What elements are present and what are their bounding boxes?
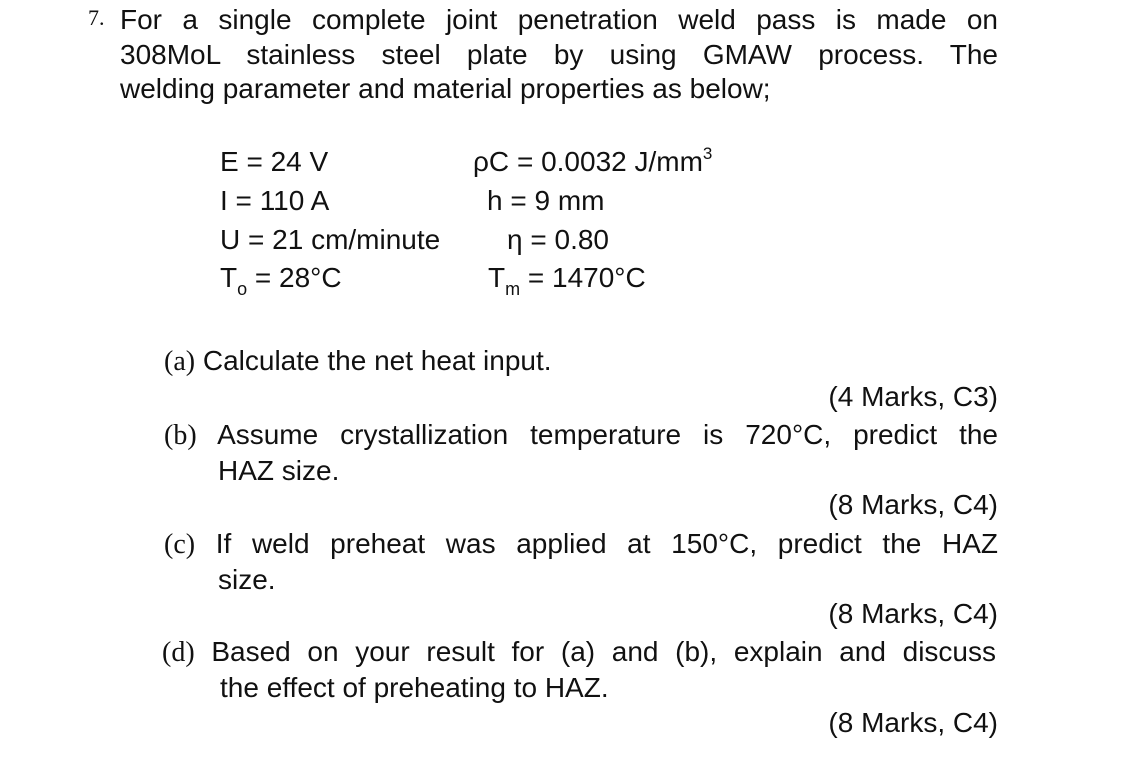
part-a-marks: (4 Marks, C3) (828, 381, 998, 412)
param-subscript: m (505, 279, 521, 299)
part-label: (c) (164, 529, 196, 560)
param-travel-speed (220, 224, 440, 256)
part-first-line (164, 527, 998, 563)
part-d (162, 635, 996, 705)
param-value: = 1470°C (527, 262, 646, 293)
question-intro (120, 3, 998, 107)
param-value: = 110 A (227, 185, 330, 216)
part-first-line (164, 418, 998, 454)
param-volumetric-heat-capacity (473, 146, 712, 178)
param-symbol: T (488, 262, 506, 293)
part-text: HAZ size. (218, 454, 340, 486)
param-value: = 24 V (246, 146, 329, 177)
part-text: Assume crystallization temperature is 720°C, predict the (217, 419, 998, 450)
part-label: (a) (164, 346, 196, 377)
part-a (164, 344, 998, 380)
param-symbol: I (220, 185, 228, 216)
part-b-marks: (8 Marks, C4) (828, 489, 998, 520)
param-symbol: η (507, 224, 523, 255)
param-symbol: E (220, 146, 239, 177)
part-text: the effect of preheating to HAZ. (220, 671, 609, 703)
part-label: (b) (164, 420, 197, 451)
param-efficiency (507, 224, 609, 256)
param-superscript: 3 (702, 144, 713, 163)
part-text: Based on your result for (a) and (b), explain and discuss (211, 636, 997, 667)
part-text: If weld preheat was applied at 150°C, predict the HAZ (215, 528, 999, 559)
param-initial-temperature (220, 262, 342, 299)
param-value: = 21 cm/minute (248, 224, 441, 255)
intro-line: For a single complete joint penetration weld pass is made on (120, 4, 998, 35)
part-c-marks: (8 Marks, C4) (828, 598, 998, 629)
param-value: = 0.0032 J/mm (516, 146, 703, 177)
param-symbol: T (220, 262, 238, 293)
param-symbol: ρC (473, 146, 510, 177)
param-current (220, 185, 329, 217)
param-melting-temperature (488, 262, 646, 299)
question-number: 7. (88, 5, 105, 30)
part-b (164, 418, 998, 488)
intro-line: 308MoL stainless steel plate by using GMAW process. The (120, 38, 998, 70)
param-value: = 28°C (254, 262, 342, 293)
intro-line: welding parameter and material properties as below; (120, 73, 771, 104)
part-label: (d) (162, 637, 195, 668)
part-text: size. (218, 563, 276, 595)
param-value: = 0.80 (530, 224, 609, 255)
part-d-marks: (8 Marks, C4) (828, 707, 998, 738)
param-voltage (220, 146, 328, 178)
param-subscript: o (237, 279, 248, 299)
part-text: Calculate the net heat input. (202, 345, 552, 376)
param-value: = 9 mm (510, 185, 605, 216)
param-symbol: U (220, 224, 241, 255)
part-first-line (162, 635, 996, 671)
part-c (164, 527, 998, 597)
param-symbol: h (487, 185, 503, 216)
param-plate-thickness (487, 185, 605, 217)
